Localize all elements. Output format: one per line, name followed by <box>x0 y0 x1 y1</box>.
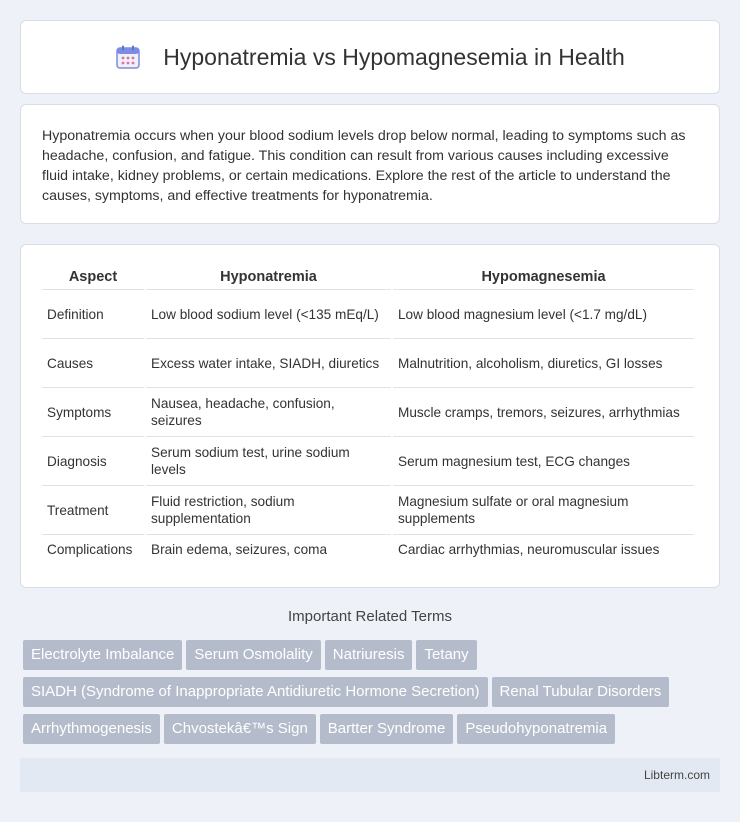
row-hyponatremia: Excess water intake, SIADH, diuretics <box>146 339 391 388</box>
row-hyponatremia: Brain edema, seizures, coma <box>151 541 328 557</box>
related-term-tag[interactable]: Pseudohyponatremia <box>457 714 615 744</box>
table-row <box>42 290 694 339</box>
related-term-tag[interactable]: Arrhythmogenesis <box>23 714 160 744</box>
related-term-tag[interactable]: Tetany <box>416 640 476 670</box>
table-row <box>42 535 694 563</box>
footer <box>20 758 720 792</box>
related-term-tag[interactable]: Chvostekâ€™s Sign <box>164 714 316 744</box>
related-term-tag[interactable]: Bartter Syndrome <box>320 714 454 744</box>
table-row <box>42 388 694 437</box>
row-hypomagnesemia: Muscle cramps, tremors, seizures, arrhythmias <box>393 388 694 437</box>
table-row <box>42 339 694 388</box>
row-hyponatremia: Fluid restriction, sodium supplementation <box>146 486 391 535</box>
header-hyponatremia: Hyponatremia <box>146 265 391 290</box>
comparison-table-card <box>20 244 720 588</box>
table-header-row <box>42 265 694 290</box>
row-hyponatremia: Low blood sodium level (<135 mEq/L) <box>146 290 391 339</box>
row-aspect: Definition <box>42 290 144 339</box>
row-hypomagnesemia: Magnesium sulfate or oral magnesium supplements <box>393 486 694 535</box>
related-term-tag[interactable]: Serum Osmolality <box>186 640 320 670</box>
row-hypomagnesemia: Low blood magnesium level (<1.7 mg/dL) <box>393 290 694 339</box>
comparison-table <box>40 265 696 563</box>
related-terms-list <box>23 640 723 751</box>
row-aspect: Diagnosis <box>42 437 144 486</box>
calendar-icon <box>115 44 141 70</box>
related-term-tag[interactable]: SIADH (Syndrome of Inappropriate Antidiuretic Hormone Secretion) <box>23 677 488 707</box>
row-aspect: Causes <box>42 339 144 388</box>
table-row <box>42 437 694 486</box>
table-row <box>42 486 694 535</box>
related-term-tag[interactable]: Renal Tubular Disorders <box>492 677 670 707</box>
header-hypomagnesemia: Hypomagnesemia <box>393 265 694 290</box>
row-aspect: Symptoms <box>42 388 144 437</box>
row-aspect: Treatment <box>42 486 144 535</box>
row-aspect: Complications <box>47 541 133 557</box>
related-terms-title: Important Related Terms <box>288 608 452 625</box>
related-term-tag[interactable]: Natriuresis <box>325 640 413 670</box>
page-title: Hyponatremia vs Hypomagnesemia in Health <box>163 43 625 70</box>
header-aspect: Aspect <box>42 265 144 290</box>
row-hypomagnesemia: Serum magnesium test, ECG changes <box>393 437 694 486</box>
title-card <box>20 20 720 94</box>
related-term-tag[interactable]: Electrolyte Imbalance <box>23 640 182 670</box>
row-hypomagnesemia: Malnutrition, alcoholism, diuretics, GI losses <box>393 339 694 388</box>
row-hyponatremia: Nausea, headache, confusion, seizures <box>146 388 391 437</box>
intro-card <box>20 104 720 224</box>
footer-site-link[interactable]: Libterm.com <box>643 768 710 782</box>
row-hypomagnesemia: Cardiac arrhythmias, neuromuscular issues <box>398 541 660 557</box>
row-hyponatremia: Serum sodium test, urine sodium levels <box>146 437 391 486</box>
intro-text: Hyponatremia occurs when your blood sodium levels drop below normal, leading to symptoms such as headache, confusion, and fatigue. This condition can result from various causes including excessive fluid intake, kidney problems, or certain medications. Explore the rest of the article to understand the causes, symptoms, and effective treatments for hyponatremia. <box>42 128 686 204</box>
